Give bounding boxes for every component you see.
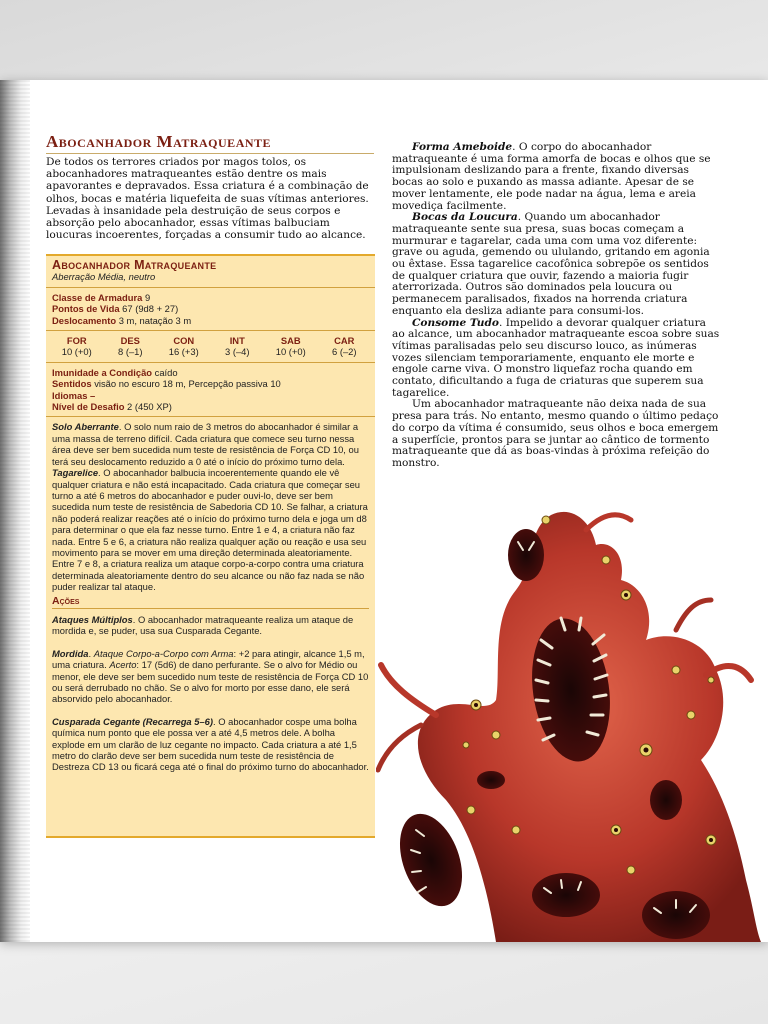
armor-class-line: Classe de Armadura 9 — [52, 291, 151, 303]
ability-dex: DES 8 (–1) — [118, 335, 143, 358]
statblock-name: Abocanhador Matraqueante — [52, 258, 217, 272]
lore-forma-ameboide: Forma Ameboide. O corpo do abocanhador matraqueante é uma forma amorfa de bocas e olhos que se impulsionam deslizando para a frente, fixando diversas bocas ao solo e puxando as massa adiante. Apesar de se mover lentamente, ele pode nadar na água, lema e areia movediça facilmente. — [392, 141, 711, 212]
lore-final-paragraph: Um abocanhador matraqueante não deixa nada de sua presa para trás. No entanto, mesmo quando o último pedaço do corpo da vítima é consumido, seus olhos e boca emergem a superfície, prontos para se juntar ao cântico de tormento matraqueante que dá as boas-vindas à próxima refeição do monstro. — [392, 398, 719, 469]
actions-header: Ações — [52, 596, 369, 609]
ability-int: INT 3 (–4) — [225, 335, 250, 358]
book-spine — [0, 80, 30, 942]
ability-cha: CAR 6 (–2) — [332, 335, 357, 358]
trait-solo-aberrante: Solo Aberrante. O solo num raio de 3 metros do abocanhador é similar a uma massa de terreno difícil. Cada criatura que comece seu turno nessa área deve ser bem sucedida num teste de resistência de Força CD 10, ou terá seu deslocamento reduzido a 0 até o início do próximo turno dela. — [52, 421, 359, 467]
statblock-type: Aberração Média, neutro — [52, 271, 156, 283]
ability-wis: SAB 10 (+0) — [275, 335, 306, 358]
languages-line: Idiomas – — [52, 389, 96, 401]
action-blinding-spit: Cusparada Cegante (Recarrega 5–6). O abocanhador cospe uma bolha química num ponto que ele possa ver a até 4,5 metros dele. A bolha explode em um clarão de luz cegante no impacto. Cada criatura a até 1,5 metro do clarão deve ser bem sucedida num teste de resistência de Destreza CD 13 ou ficará cega até o final do próximo turno do abocanhador. — [52, 715, 369, 773]
ability-str: FOR 10 (+0) — [61, 335, 92, 358]
book-page — [0, 80, 768, 942]
creature-illustration — [376, 500, 768, 942]
hit-points-line: Pontos de Vida 67 (9d8 + 27) — [52, 303, 179, 315]
lore-consome-tudo: Consome Tudo. Impelido a devorar qualquer criatura ao alcance, um abocanhador matraqueante escoa sobre suas vítimas paralisadas pelo seu discurso louco, as inúmeras vozes silenciam temporariamente, enquanto ele morte e engole carne viva. O monstro liquefaz rocha quando em contato, dificultando a fuga de criaturas que superem sua tagarelice. — [392, 316, 720, 399]
action-multiattack: Ataques Múltiplos. O abocanhador matraqueante realiza um ataque de mordida e, se puder, usa sua Cusparada Cegante. — [52, 613, 354, 637]
intro-paragraph: De todos os terrores criados por magos tolos, os abocanhadores matraqueantes estão dentre os mais apavorantes e depravados. Essa criatura é a combinação de olhos, bocas e matéria liquefeita de suas vítimas anteriores. Levadas à insanidade pela destruição de seus corpos e absorção pelo abocanhador, essas vítimas balbuciam loucuras incoerentes, forçadas a consumir tudo ao alcance. — [46, 156, 369, 242]
left-column — [46, 132, 374, 241]
right-column — [392, 142, 722, 470]
page-title: Abocanhador Matraqueante — [46, 132, 374, 154]
ability-scores — [46, 335, 375, 358]
condition-immunity-line: Imunidade a Condição caído — [52, 366, 178, 378]
trait-tagarelice: Tagarelice. O abocanhador balbucia incoerentemente quando ele vê qualquer criatura e não está incapacitado. Cada criatura que começar seu turno a até 6 metros do abocanhador e puder ouvi-lo, deve ser bem sucedida num teste de resistência de Sabedoria CD 10. Se falhar, a criatura não poderá realizar reações até o início do próximo turno dela e joga um d8 para determinar o que ela faz nesse turno. Entre 1 e 4, a criatura não faz nada. Entre 5 e 6, a criatura não realiza qualquer ação ou reação e usa seu movimento para se mover em uma direção determinada aleatoriamente. Entre 7 e 8, a criatura realiza um ataque corpo-a-corpo contra uma criatura determinada aleatoriamente dentro do seu alcance ou não faz nada se não puder realizar tal ataque. — [52, 467, 368, 593]
lore-bocas-da-loucura: Bocas da Loucura. Quando um abocanhador matraqueante sente sua presa, suas bocas começam a murmurar e tagarelar, cada uma com uma voz diferente: grave ou aguda, gemendo ou ululando, gritando em agonia ou êxtase. Essa tagarelice cacofônica sobrepõe os sentidos de qualquer criatura que ouvir, fazendo a maioria fugir aterrorizada. Outros são dominados pela loucura ou permanecem paralisados, fixados na horrenda criatura enquanto ela desliza adiante para consumi-los. — [392, 211, 710, 317]
speed-line: Deslocamento 3 m, natação 3 m — [52, 314, 192, 326]
action-bite: Mordida. Ataque Corpo-a-Corpo com Arma: +2 para atingir, alcance 1,5 m, uma criatura. Acerto: 17 (5d6) de dano perfurante. Se o alvo for Médio ou menor, ele deve ser bem sucedido num teste de resistência de Força CD 10 ou será derrubado no chão. Se o alvo for morto por esse dano, ele será absorvido pelo abocanhador. — [52, 647, 369, 705]
senses-line: Sentidos visão no escuro 18 m, Percepção passiva 10 — [52, 378, 281, 390]
challenge-line: Nível de Desafio 2 (450 XP) — [52, 401, 172, 413]
ability-con: CON 16 (+3) — [168, 335, 199, 358]
stat-block — [46, 254, 375, 838]
